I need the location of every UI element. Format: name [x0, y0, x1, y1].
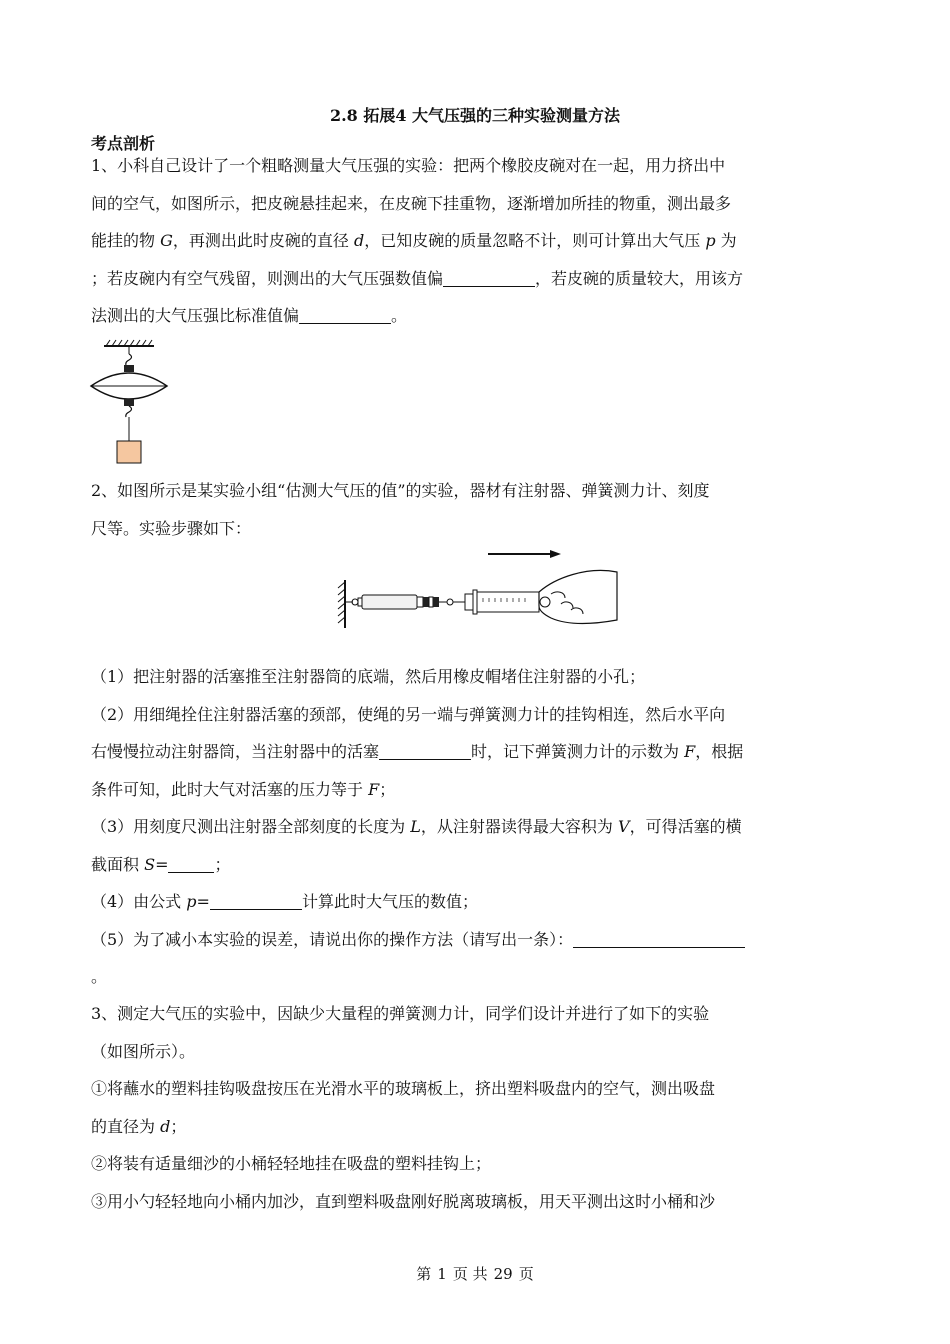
question-2-steps [91, 658, 861, 996]
syringe-figure [325, 548, 625, 638]
q3-line: 3、测定大气压的实验中，因缺少大量程的弹簧测力计，同学们设计并进行了如下的实验 [91, 1004, 710, 1023]
question-2 [91, 472, 861, 547]
answer-blank[interactable] [299, 303, 391, 324]
q2-step-2: 条件可知，此时大气对活塞的压力等于 F； [91, 779, 396, 799]
q1-line: 1、小科自己设计了一个粗略测量大气压强的实验：把两个橡胶皮碗对在一起，用力挤出中 [91, 156, 726, 175]
q1-line: 间的空气，如图所示，把皮碗悬挂起来，在皮碗下挂重物，逐渐增加所挂的物重，测出最多 [91, 193, 732, 213]
q3-step-1: 的直径为 d； [91, 1116, 187, 1136]
total-pages: 29 [493, 1265, 513, 1283]
question-1 [91, 147, 861, 335]
q2-step-3: 截面积 S= ； [91, 846, 861, 884]
q1-line: 能挂的物 G，再测出此时皮碗的直径 d，已知皮碗的质量忽略不计，则可计算出大气压 p 为 [91, 231, 737, 250]
q2-line: 2、如图所示是某实验小组“估测大气压的值”的实验，器材有注射器、弹簧测力计、刻度 [91, 481, 710, 500]
q2-line: 尺等。实验步骤如下： [91, 518, 252, 538]
suction-cup-figure [88, 336, 178, 466]
answer-blank[interactable] [168, 852, 214, 873]
q2-step-2: 右慢慢拉动注射器筒，当注射器中的活塞 时，记下弹簧测力计的示数为 F，根据 [91, 733, 861, 771]
q3-line: （如图所示）。 [91, 1041, 196, 1061]
question-3 [91, 995, 861, 1220]
page-number: 1 [437, 1265, 447, 1283]
q1-line: 法测出的大气压强比标准值偏 。 [91, 297, 861, 335]
answer-blank[interactable] [573, 927, 745, 948]
answer-blank[interactable] [443, 266, 535, 287]
q1-line: ；若皮碗内有空气残留，则测出的大气压强数值偏 ，若皮碗的质量较大，用该方 [91, 260, 861, 298]
section-heading: 考点剖析 [91, 134, 156, 153]
q2-step-5-end: 。 [91, 967, 108, 986]
q2-step-4: （4）由公式 p= 计算此时大气压的数值； [91, 883, 861, 921]
q2-step-2: （2）用细绳拴住注射器活塞的颈部，使绳的另一端与弹簧测力计的挂钩相连，然后水平向 [91, 704, 726, 724]
answer-blank[interactable] [210, 889, 302, 910]
q3-step-1: ①将蘸水的塑料挂钩吸盘按压在光滑水平的玻璃板上，挤出塑料吸盘内的空气，测出吸盘 [91, 1079, 716, 1098]
q2-step-3: （3）用刻度尺测出注射器全部刻度的长度为 L，从注射器读得最大容积为 V，可得活塞的横 [91, 817, 742, 836]
q3-step-2: ②将装有适量细沙的小桶轻轻地挂在吸盘的塑料挂钩上； [91, 1154, 492, 1173]
q3-step-3: ③用小勺轻轻地向小桶内加沙，直到塑料吸盘刚好脱离玻璃板，用天平测出这时小桶和沙 [91, 1191, 716, 1211]
q2-step-5: （5）为了减小本实验的误差，请说出你的操作方法（请写出一条）： [91, 921, 861, 959]
answer-blank[interactable] [379, 739, 471, 760]
page-footer: 第 1 页 共 29 页 [416, 1265, 534, 1283]
document-title: 2.8 拓展4 大气压强的三种实验测量方法 [329, 106, 621, 125]
q2-step-1: （1）把注射器的活塞推至注射器筒的底端，然后用橡皮帽堵住注射器的小孔； [91, 667, 646, 686]
